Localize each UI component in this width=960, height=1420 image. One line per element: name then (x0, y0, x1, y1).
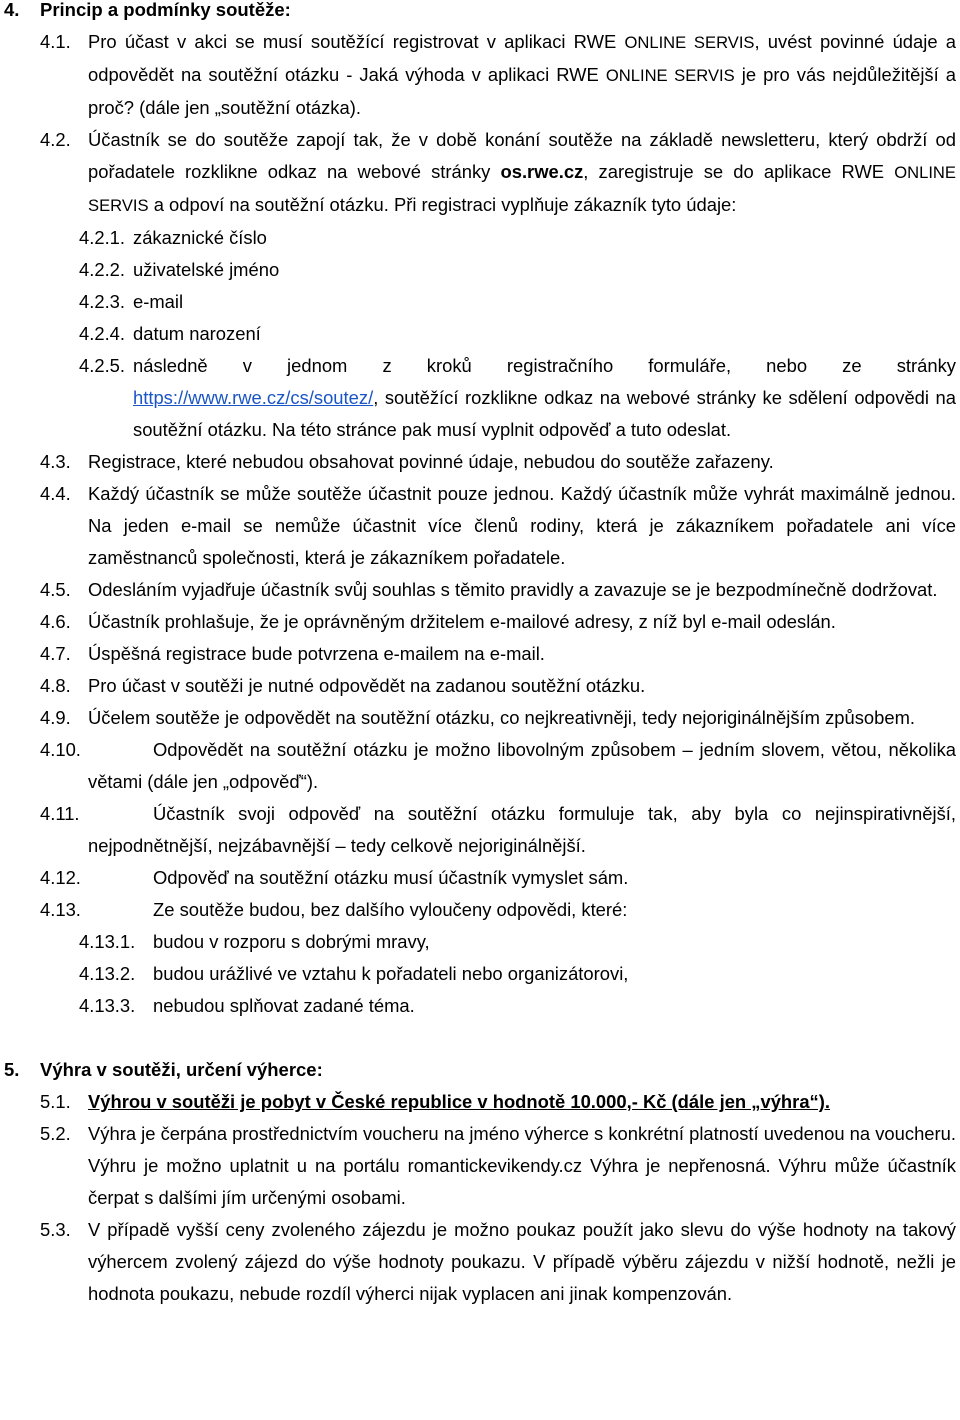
section-number: 4. (4, 0, 20, 20)
clause-number: 4.6. (40, 611, 71, 632)
clause-4-10 (0, 734, 960, 798)
clause-text: nebudou splňovat zadané téma. (153, 995, 415, 1016)
clause-number: 5.2. (40, 1123, 71, 1144)
clause-number: 4.2.5. (79, 355, 126, 376)
clause-4-4 (0, 478, 960, 574)
section-5-heading (0, 1054, 960, 1086)
clause-4-12 (0, 862, 960, 894)
clause-text: Účelem soutěže je odpovědět na soutěžní otázku, co nejkreativněji, tedy nejoriginálnějším způsobem. (88, 707, 916, 728)
clause-number: 4.13. (40, 899, 81, 920)
clause-4-13-1 (0, 926, 960, 958)
clause-5-1 (0, 1086, 960, 1118)
clause-text: Pro účast v soutěži je nutné odpovědět na zadanou soutěžní otázku. (88, 675, 646, 696)
clause-4-13 (0, 894, 960, 926)
contest-link[interactable]: https://www.rwe.cz/cs/soutez/ (133, 387, 374, 408)
clause-4-11 (0, 798, 960, 862)
clause-text: Pro účast v akci se musí soutěžící registrovat v aplikaci RWE ONLINE SERVIS, uvést povinné údaje a odpovědět na soutěžní otázku - Jaká výhoda v aplikaci RWE ONLINE SERVIS je pro vás nejdůležitější a proč? (dále jen „soutěžní otázka). (88, 31, 956, 118)
clause-text: Ze soutěže budou, bez dalšího vyloučeny odpovědi, které: (153, 899, 628, 920)
clause-4-9 (0, 702, 960, 734)
clause-4-2-5 (0, 350, 960, 446)
clause-4-3 (0, 446, 960, 478)
clause-number: 4.8. (40, 675, 71, 696)
clause-number: 4.2.4. (79, 323, 126, 344)
clause-number: 5.1. (40, 1091, 71, 1112)
clause-text: Účastník prohlašuje, že je oprávněným držitelem e-mailové adresy, z níž byl e-mail odeslán. (88, 611, 836, 632)
clause-number: 4.3. (40, 451, 71, 472)
website-text: os.rwe. (500, 161, 564, 182)
clause-text: budou urážlivé ve vztahu k pořadateli nebo organizátorovi, (153, 963, 629, 984)
clause-number: 4.7. (40, 643, 71, 664)
clause-number: 4.13.3. (79, 995, 136, 1016)
section-title: Princip a podmínky soutěže: (40, 0, 291, 20)
section-number: 5. (4, 1059, 20, 1080)
clause-4-2-3 (0, 286, 960, 318)
clause-4-13-3 (0, 990, 960, 1022)
clause-text: uživatelské jméno (133, 259, 280, 280)
clause-number: 4.13.2. (79, 963, 136, 984)
clause-number: 4.2.1. (79, 227, 126, 248)
clause-5-2 (0, 1118, 960, 1214)
clause-text: budou v rozporu s dobrými mravy, (153, 931, 430, 952)
clause-text: e-mail (133, 291, 184, 312)
clause-text: V případě vyšší ceny zvoleného zájezdu je možno poukaz použít jako slevu do výše hodnoty na takový výhercem zvolený zájezd do výše hodnoty poukazu. V případě výběru zájezdu v nižší hodnotě, nežli je hodnota poukazu, nebude rozdíl výherci nijak vyplacen ani jinak kompenzován. (88, 1219, 956, 1304)
clause-text: Výhrou v soutěži je pobyt v České republice v hodnotě 10.000,- Kč (dále jen „výhra“). (88, 1091, 830, 1112)
clause-number: 4.5. (40, 579, 71, 600)
clause-text: Odpovědět na soutěžní otázku je možno libovolným způsobem – jedním slovem, větou, několika větami (dále jen „odpověď“). (88, 739, 956, 792)
clause-number: 4.4. (40, 483, 71, 504)
clause-number: 5.3. (40, 1219, 71, 1240)
clause-number: 4.9. (40, 707, 71, 728)
clause-number: 4.2.2. (79, 259, 126, 280)
clause-text: Každý účastník se může soutěže účastnit pouze jednou. Každý účastník může vyhrát maximálně jednou. Na jeden e-mail se nemůže účastnit více členů rodiny, která je zákazníkem pořadatele ani více zaměstnanců společnosti, která je zákazníkem pořadatele. (88, 483, 956, 568)
section-4-heading (0, 0, 960, 26)
clause-number: 4.1. (40, 31, 71, 52)
clause-number: 4.12. (40, 867, 81, 888)
clause-5-3 (0, 1214, 960, 1310)
section-title: Výhra v soutěži, určení výherce: (40, 1059, 323, 1080)
clause-4-2 (0, 124, 960, 222)
clause-4-6 (0, 606, 960, 638)
clause-4-2-4 (0, 318, 960, 350)
clause-text: Výhra je čerpána prostřednictvím voucheru na jméno výherce s konkrétní platností uvedenou na voucheru. Výhru je možno uplatnit u na portálu romantickevikendy.cz Výhra je nepřenosná. Výhru může účastník čerpat s dalšími jím určenými osobami. (88, 1123, 956, 1208)
clause-4-2-2 (0, 254, 960, 286)
clause-text: Účastník svoji odpověď na soutěžní otázku formuluje tak, aby byla co nejinspirativnější, nejpodnětnější, nejzábavnější – tedy celkově nejoriginálnější. (88, 803, 956, 856)
clause-text: datum narození (133, 323, 261, 344)
clause-text: Účastník se do soutěže zapojí tak, že v době konání soutěže na základě newsletteru, který obdrží od pořadatele rozklikne odkaz na webové stránky os.rwe.cz, zaregistruje se do aplikace RWE ONLINE SERVIS a odpoví na soutěžní otázku. Při registraci vyplňuje zákazník tyto údaje: (88, 129, 956, 215)
clause-text: Odesláním vyjadřuje účastník svůj souhlas s těmito pravidly a zavazuje se je bezpodmínečně dodržovat. (88, 579, 938, 600)
clause-text: následně v jednom z kroků registračního formuláře, nebo ze stránky (133, 355, 956, 376)
clause-text: Odpověď na soutěžní otázku musí účastník vymyslet sám. (153, 867, 629, 888)
clause-4-13-2 (0, 958, 960, 990)
clause-number: 4.13.1. (79, 931, 136, 952)
clause-text: zákaznické číslo (133, 227, 267, 248)
clause-text: Úspěšná registrace bude potvrzena e-mailem na e-mail. (88, 643, 545, 664)
clause-number: 4.11. (40, 803, 80, 824)
clause-number: 4.2.3. (79, 291, 126, 312)
clause-text-cont: https://www.rwe.cz/cs/soutez/, soutěžící rozklikne odkaz na webové stránky ke sdělení odpovědi na soutěžní otázku. Na této stránce pak musí vyplnit odpověď a tuto odeslat. (133, 387, 956, 440)
clause-4-7 (0, 638, 960, 670)
clause-4-8 (0, 670, 960, 702)
clause-number: 4.10. (40, 739, 81, 760)
clause-number: 4.2. (40, 129, 71, 150)
clause-text: Registrace, které nebudou obsahovat povinné údaje, nebudou do soutěže zařazeny. (88, 451, 774, 472)
clause-4-1 (0, 26, 960, 124)
clause-4-5 (0, 574, 960, 606)
clause-4-2-1 (0, 222, 960, 254)
